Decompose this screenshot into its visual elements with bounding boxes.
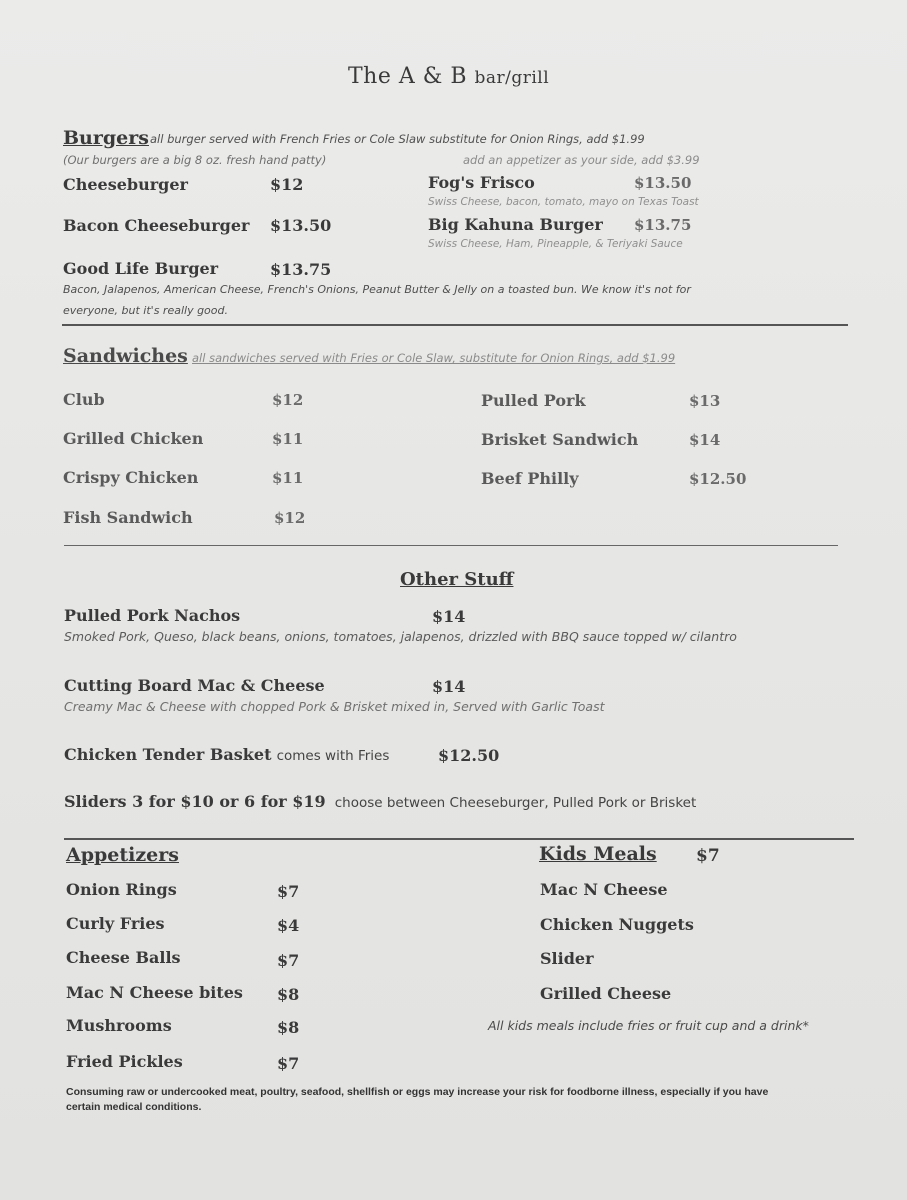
menu-item-name: Sliders 3 for $10 or 6 for $19: [64, 792, 326, 811]
burgers-heading: Burgers: [63, 127, 149, 149]
food-safety-disclaimer: [66, 1085, 768, 1115]
menu-item-price: $13.50: [634, 174, 692, 192]
chicken-tender-row: [64, 745, 389, 764]
kids-item: Grilled Cheese: [540, 984, 672, 1003]
burgers-patty-note: (Our burgers are a big 8 oz. fresh hand patty): [63, 153, 327, 167]
menu-item-price: $13.75: [634, 216, 692, 234]
menu-item-name: Fog's Frisco: [428, 173, 535, 192]
menu-item-price: $4: [277, 916, 300, 935]
sandwiches-heading: Sandwiches: [63, 345, 188, 367]
menu-item-price: $14: [432, 677, 466, 696]
menu-item-price: $11: [272, 469, 304, 487]
menu-item-price: $7: [277, 1054, 300, 1073]
menu-item-price: $7: [277, 951, 300, 970]
menu-item-name: Cutting Board Mac & Cheese: [64, 676, 325, 695]
kids-item: Chicken Nuggets: [540, 915, 694, 934]
menu-item-price: $12: [274, 509, 306, 527]
menu-item-name: Grilled Chicken: [63, 429, 204, 448]
menu-item-price: $14: [432, 607, 466, 626]
menu-item-name: Pulled Pork: [481, 391, 586, 410]
menu-item-name: Good Life Burger: [63, 259, 219, 278]
menu-item-price: $8: [277, 1018, 300, 1037]
other-stuff-heading: Other Stuff: [400, 569, 514, 590]
appetizers-heading: Appetizers: [66, 844, 179, 866]
burgers-note: all burger served with French Fries or Cole Slaw substitute for Onion Rings, add $1.99: [150, 132, 645, 146]
section-divider: [64, 838, 854, 840]
burgers-appetizer-note: add an appetizer as your side, add $3.99: [463, 153, 700, 167]
menu-item-name: Cheeseburger: [63, 175, 188, 194]
kids-item: Mac N Cheese: [540, 880, 668, 899]
menu-item-name: Fried Pickles: [66, 1052, 183, 1071]
menu-item-name: Crispy Chicken: [63, 468, 199, 487]
menu-item-price: $8: [277, 985, 300, 1004]
title-main: The A & B: [348, 64, 467, 89]
menu-item-price: $14: [689, 431, 721, 449]
menu-item-desc: Creamy Mac & Cheese with chopped Pork & Brisket mixed in, Served with Garlic Toast: [64, 699, 605, 714]
kids-meals-heading: Kids Meals: [539, 843, 657, 865]
menu-item-name: Beef Philly: [481, 469, 579, 488]
kids-meals-price: $7: [696, 846, 720, 866]
kids-item: Slider: [540, 949, 594, 968]
menu-item-desc: Swiss Cheese, bacon, tomato, mayo on Texas Toast: [428, 196, 699, 208]
menu-item-price: $13.75: [270, 260, 332, 279]
good-life-desc-cont: everyone, but it's really good.: [63, 304, 228, 317]
menu-item-price: $12: [272, 391, 304, 409]
menu-item-name: Curly Fries: [66, 914, 165, 933]
disclaimer-line: Consuming raw or undercooked meat, poultry, seafood, shellfish or eggs may increase your risk for foodborne illness, especially if you have: [66, 1086, 769, 1098]
menu-item-name: Club: [63, 390, 105, 409]
menu-item-name: Cheese Balls: [66, 948, 181, 967]
sliders-row: [64, 792, 696, 811]
menu-item-name: Big Kahuna Burger: [428, 215, 603, 234]
sandwiches-note: all sandwiches served with Fries or Cole Slaw, substitute for Onion Rings, add $1.99: [192, 351, 676, 365]
menu-item-price: $12: [270, 175, 304, 194]
menu-item-name: Mushrooms: [66, 1016, 172, 1035]
menu-item-name: Bacon Cheeseburger: [63, 216, 250, 235]
menu-item-price: $11: [272, 430, 304, 448]
menu-item-desc: Swiss Cheese, Ham, Pineapple, & Teriyaki Sauce: [428, 238, 683, 250]
menu-item-price: $12.50: [438, 746, 500, 765]
section-divider: [64, 545, 838, 546]
title-sub: bar/grill: [474, 68, 550, 88]
menu-item-name: Fish Sandwich: [63, 508, 193, 527]
menu-item-name: Pulled Pork Nachos: [64, 606, 241, 625]
menu-item-name: Brisket Sandwich: [481, 430, 639, 449]
menu-item-desc: Smoked Pork, Queso, black beans, onions, tomatoes, jalapenos, drizzled with BBQ sauce topped w/ cilantro: [64, 629, 737, 644]
kids-meals-note: All kids meals include fries or fruit cup and a drink*: [488, 1018, 809, 1033]
good-life-desc: Bacon, Jalapenos, American Cheese, French's Onions, Peanut Butter & Jelly on a toasted bun. We know it's not for: [63, 283, 691, 296]
disclaimer-line: certain medical conditions.: [66, 1101, 202, 1113]
menu-item-note: choose between Cheeseburger, Pulled Pork or Brisket: [334, 795, 697, 811]
menu-item-name: Mac N Cheese bites: [66, 983, 243, 1002]
restaurant-title: [348, 64, 549, 89]
section-divider: [62, 324, 848, 326]
menu-item-note: comes with Fries: [276, 748, 390, 764]
menu-item-price: $13.50: [270, 216, 332, 235]
menu-item-price: $13: [689, 392, 721, 410]
menu-item-price: $7: [277, 882, 300, 901]
menu-item-name: Onion Rings: [66, 880, 177, 899]
menu-item-price: $12.50: [689, 470, 747, 488]
menu-item-name: Chicken Tender Basket: [64, 745, 272, 764]
